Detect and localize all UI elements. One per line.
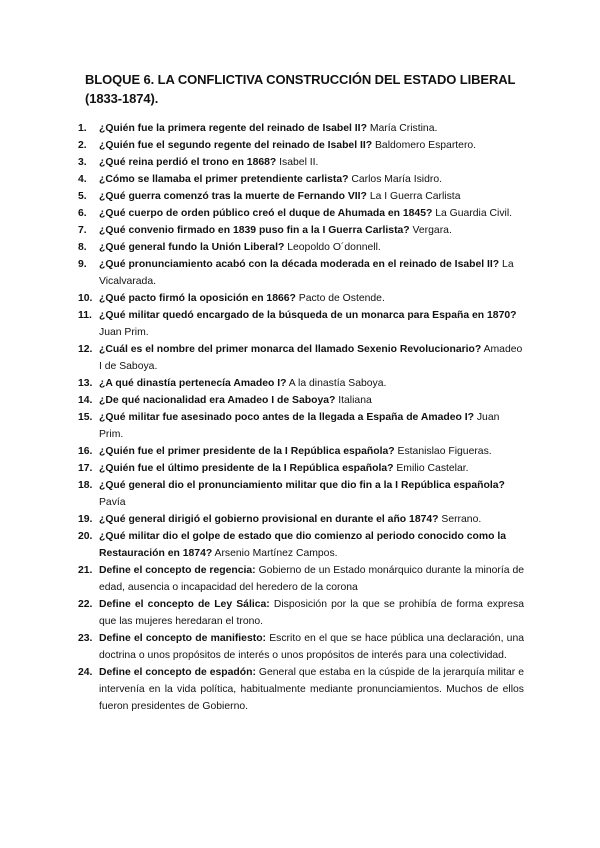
item-number: 8. bbox=[78, 242, 87, 253]
list-item bbox=[78, 443, 524, 460]
answer-text: Emilio Castelar. bbox=[396, 463, 469, 474]
answer-text: Serrano. bbox=[441, 514, 482, 525]
item-number: 24. bbox=[78, 667, 93, 678]
item-number: 22. bbox=[78, 599, 93, 610]
list-item bbox=[78, 375, 524, 392]
list-item bbox=[78, 171, 524, 188]
question-text: ¿Qué reina perdió el trono en 1868? bbox=[99, 157, 277, 168]
question-text: ¿Qué cuerpo de orden público creó el duque de Ahumada en 1845? bbox=[99, 208, 433, 219]
answer-text: Isabel II. bbox=[279, 157, 319, 168]
question-text: ¿Qué pacto firmó la oposición en 1866? bbox=[99, 293, 296, 304]
answer-text: Pacto de Ostende. bbox=[298, 293, 385, 304]
list-item bbox=[78, 137, 524, 154]
question-text: ¿Cómo se llamaba el primer pretendiente carlista? bbox=[99, 174, 349, 185]
question-text: ¿Quién fue el último presidente de la I República española? bbox=[99, 463, 394, 474]
answer-text: General que estaba en la cúspide de la jerarquía militar e intervenía en la vida política, habitualmente mediante pronunciamientos. Muchos de ellos fueron presidentes de Gobierno. bbox=[99, 667, 525, 712]
question-list bbox=[78, 120, 524, 715]
answer-text: Amadeo I de Saboya. bbox=[99, 344, 523, 372]
item-number: 9. bbox=[78, 259, 87, 270]
item-number: 6. bbox=[78, 208, 87, 219]
list-item bbox=[78, 664, 524, 715]
answer-text: Gobierno de un Estado monárquico durante la minoría de edad, ausencia o incapacidad del heredero de la corona bbox=[99, 565, 525, 593]
item-number: 17. bbox=[78, 463, 93, 474]
page-title: BLOQUE 6. LA CONFLICTIVA CONSTRUCCIÓN DEL ESTADO LIBERAL (1833-1874). bbox=[85, 72, 516, 106]
answer-text: Vergara. bbox=[412, 225, 452, 236]
question-text: ¿Qué militar quedó encargado de la búsqueda de un monarca para España en 1870? bbox=[99, 310, 517, 321]
list-item bbox=[78, 205, 524, 222]
question-text: ¿Quién fue el primer presidente de la I República española? bbox=[99, 446, 395, 457]
question-text: ¿Qué guerra comenzó tras la muerte de Fernando VII? bbox=[99, 191, 367, 202]
answer-text: Juan Prim. bbox=[99, 412, 500, 440]
answer-text: A la dinastía Saboya. bbox=[288, 378, 387, 389]
answer-text: Carlos María Isidro. bbox=[351, 174, 443, 185]
question-text: ¿De qué nacionalidad era Amadeo I de Saboya? bbox=[99, 395, 336, 406]
answer-text: Leopoldo O´donnell. bbox=[287, 242, 381, 253]
item-number: 20. bbox=[78, 531, 93, 542]
answer-text: Baldomero Espartero. bbox=[375, 140, 477, 151]
list-item bbox=[78, 120, 524, 137]
question-text: ¿Qué general dirigió el gobierno provisional en durante el año 1874? bbox=[99, 514, 439, 525]
list-item bbox=[78, 596, 524, 630]
question-text: ¿Qué general dio el pronunciamiento militar que dio fin a la I República española? bbox=[99, 480, 505, 491]
answer-text: La Vicalvarada. bbox=[99, 259, 514, 287]
list-item bbox=[78, 528, 524, 562]
question-text: ¿Qué militar dio el golpe de estado que dio comienzo al periodo conocido como la Restauración en 1874? bbox=[99, 531, 507, 559]
item-number: 13. bbox=[78, 378, 93, 389]
list-item bbox=[78, 222, 524, 239]
question-text: ¿Qué general fundo la Unión Liberal? bbox=[99, 242, 285, 253]
item-number: 15. bbox=[78, 412, 93, 423]
answer-text: María Cristina. bbox=[369, 123, 438, 134]
question-text: ¿A qué dinastía pertenecía Amadeo I? bbox=[99, 378, 287, 389]
item-number: 5. bbox=[78, 191, 87, 202]
answer-text: Italiana bbox=[338, 395, 372, 406]
question-text: ¿Quién fue la primera regente del reinado de Isabel II? bbox=[99, 123, 367, 134]
answer-text: Arsenio Martínez Campos. bbox=[214, 548, 338, 559]
list-item bbox=[78, 307, 524, 341]
question-text: ¿Quién fue el segundo regente del reinado de Isabel II? bbox=[99, 140, 373, 151]
item-number: 23. bbox=[78, 633, 93, 644]
question-text: ¿Cuál es el nombre del primer monarca del llamado Sexenio Revolucionario? bbox=[99, 344, 482, 355]
list-item bbox=[78, 188, 524, 205]
list-item bbox=[78, 256, 524, 290]
item-number: 19. bbox=[78, 514, 93, 525]
item-number: 21. bbox=[78, 565, 93, 576]
list-item bbox=[78, 409, 524, 443]
item-number: 16. bbox=[78, 446, 93, 457]
question-text: ¿Qué pronunciamiento acabó con la década moderada en el reinado de Isabel II? bbox=[99, 259, 500, 270]
item-number: 12. bbox=[78, 344, 93, 355]
list-item bbox=[78, 562, 524, 596]
item-number: 18. bbox=[78, 480, 93, 491]
answer-text: Escrito en el que se hace pública una declaración, una doctrina o unos propósitos de interés o unos propósitos de interés para una colectividad. bbox=[99, 633, 525, 661]
item-number: 7. bbox=[78, 225, 87, 236]
list-item bbox=[78, 511, 524, 528]
item-number: 1. bbox=[78, 123, 87, 134]
question-text: Define el concepto de regencia: bbox=[99, 565, 256, 576]
list-item bbox=[78, 630, 524, 664]
answer-text: La I Guerra Carlista bbox=[369, 191, 461, 202]
item-number: 4. bbox=[78, 174, 87, 185]
list-item bbox=[78, 154, 524, 171]
answer-text: Pavía bbox=[99, 497, 126, 508]
question-text: ¿Qué convenio firmado en 1839 puso fin a la I Guerra Carlista? bbox=[99, 225, 410, 236]
item-number: 10. bbox=[78, 293, 93, 304]
item-number: 14. bbox=[78, 395, 93, 406]
list-item bbox=[78, 392, 524, 409]
list-item bbox=[78, 290, 524, 307]
answer-text: La Guardia Civil. bbox=[435, 208, 513, 219]
list-item bbox=[78, 341, 524, 375]
item-number: 3. bbox=[78, 157, 87, 168]
answer-text: Juan Prim. bbox=[99, 327, 149, 338]
question-text: Define el concepto de manifiesto: bbox=[99, 633, 267, 644]
list-item bbox=[78, 460, 524, 477]
answer-text: Disposición por la que se prohibía de forma expresa que las mujeres heredaran el trono. bbox=[99, 599, 524, 627]
list-item bbox=[78, 239, 524, 256]
question-text: Define el concepto de Ley Sálica: bbox=[99, 599, 270, 610]
item-number: 11. bbox=[78, 310, 92, 321]
question-text: Define el concepto de espadón: bbox=[99, 667, 256, 678]
answer-text: Estanislao Figueras. bbox=[397, 446, 492, 457]
list-item bbox=[78, 477, 524, 511]
question-text: ¿Qué militar fue asesinado poco antes de la llegada a España de Amadeo I? bbox=[99, 412, 474, 423]
item-number: 2. bbox=[78, 140, 87, 151]
